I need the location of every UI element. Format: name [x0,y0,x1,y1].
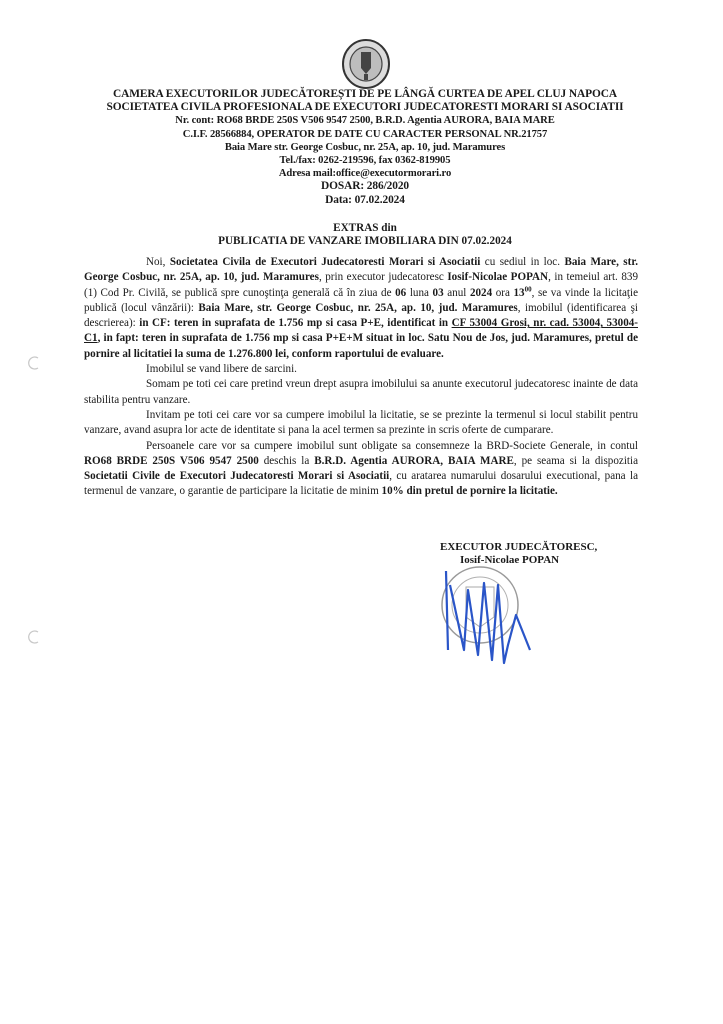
email: Adresa mail:office@executormorari.ro [278,168,452,180]
text: , se va vinde la licitaţie publică (locul vânzării): [84,286,638,314]
paragraph-intro [84,255,638,362]
official-seal-icon [341,38,391,90]
text: , prin executor judecatoresc [318,271,448,284]
executor-name: Iosif-Nicolae POPAN [447,271,549,284]
title-line-1: EXTRAS din [333,222,397,234]
text: , pe seama si la dispozitia [513,454,638,467]
cadastral-reference: CF 53004 Grosi, nr. cad. 53004, 53004-C1 [84,317,638,345]
auction-year: 2024 [469,286,493,299]
text: , imobilul (identificarea şi descrierea): [84,301,638,330]
document-title [100,222,630,248]
text: deschis la [258,454,315,467]
auction-minutes: 00 [524,284,532,293]
text: , cu aratarea numarului dosarului executional, pana la termenul de vanzare, o garantie de participare la licitatie de minim [84,470,638,498]
auction-month: 03 [432,286,444,299]
fiscal-code: C.I.F. 28566884, OPERATOR DE DATE CU CARACTER PERSONAL NR.21757 [182,128,548,140]
property-price: , in fapt: teren in suprafata de 1.756 mp si casa P+E+M situat in loc. Satu Nou de Jos, jud. Maramures, pretul de pornire al licitatiei la suma de 1.276.800 lei, conform raportului de evaluare. [84,332,638,360]
punch-hole-mark-icon [28,356,40,370]
signature-title: EXECUTOR JUDECĂTORESC, [440,541,598,553]
paragraph-invitation: Invitam pe toti cei care vor sa cumpere imobilul la licitatie, se se prezinte la termenul si locul stabilit pentru vanzare, avand asupra lor acte de identitate si pana la acel termen sa prezinte in scris oferte de cumparare. [84,408,638,437]
paragraph-encumbrances: Imobilul se vand libere de sarcini. [146,363,297,376]
address: Baia Mare str. George Cosbuc, nr. 25A, ap. 10, jud. Maramures [224,141,506,153]
bank-account: Nr. cont: RO68 BRDE 250S V506 9547 2500, B.R.D. Agentia AURORA, BAIA MARE [175,115,555,127]
sale-location: Baia Mare, str. George Cosbuc, nr. 25A, ap. 10, jud. Maramures [198,301,518,314]
auction-hour: 13 [513,286,525,299]
stamp-and-signature-icon [438,555,578,675]
company-bold: Societatea Civila de Executori Judecatoresti Morari si Asociatii [169,256,481,268]
phone-fax: Tel./fax: 0262-219596, fax 0362-819905 [279,155,451,167]
account-number: RO68 BRDE 250S V506 9547 2500 [84,454,259,467]
text: luna [406,286,433,299]
title-line-2: PUBLICATIA DE VANZARE IMOBILIARA DIN 07.02.2024 [218,235,512,247]
text: Persoanele care vor sa cumpere imobilul sunt obligate sa consemneze la BRD-Societe Generale, in contul [146,439,638,452]
text: anul [443,286,470,299]
property-description: in CF: teren in suprafata de 1.756 mp si casa P+E, identificat in [139,317,452,330]
company-name: SOCIETATEA CIVILA PROFESIONALA DE EXECUTORI JUDECATORESTI MORARI SI ASOCIATII [106,101,624,114]
auction-day: 06 [395,286,407,299]
bank-branch: B.R.D. Agentia AURORA, BAIA MARE [314,454,514,467]
chamber-name: CAMERA EXECUTORILOR JUDECĂTOREȘTI DE PE LÂNGĂ CURTEA DE APEL CLUJ NAPOCA [113,88,617,100]
company-bold: Societatii Civile de Executori Judecatoresti Morari si Asociatii [84,470,390,483]
letterhead [100,88,630,207]
guarantee-amount: 10% din pretul de pornire la licitatie. [381,485,558,498]
case-number: DOSAR: 286/2020 [320,180,410,193]
document-date: Data: 07.02.2024 [325,193,405,206]
address-bold: Baia Mare, str. George Cosbuc, nr. 25A, ap. 10, jud. Maramures [84,256,638,284]
text: cu sediul in loc. [480,256,565,268]
paragraph-guarantee [84,439,638,500]
paragraph-summons: Somam pe toti cei care pretind vreun drept asupra imobilului sa anunte executorul judecatoresc inainte de data stabilita pentru vanzare. [84,378,638,406]
punch-hole-mark-icon [28,630,40,644]
text: , in temeiul art. 839 (1) Cod Pr. Civilă, se publică spre cunoştinţa generală că în ziua de [84,271,638,299]
text: Noi, [146,256,170,268]
text: ora [492,286,514,299]
signature-name: Iosif-Nicolae POPAN [460,554,560,566]
document-body [84,255,638,500]
